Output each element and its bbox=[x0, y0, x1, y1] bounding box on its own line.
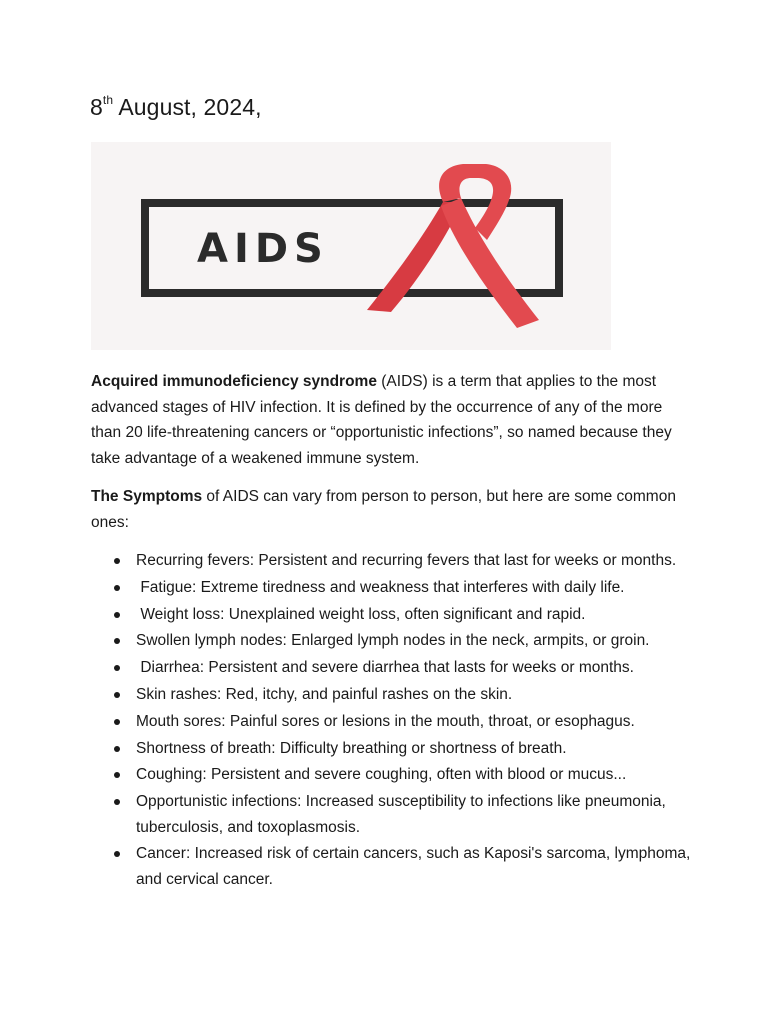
date-rest: August, 2024, bbox=[113, 94, 262, 120]
list-item: Cancer: Increased risk of certain cancers, such as Kaposi's sarcoma, lymphoma, and cervical cancer. bbox=[91, 841, 691, 892]
list-item: Recurring fevers: Persistent and recurring fevers that last for weeks or months. bbox=[91, 548, 691, 574]
aids-awareness-banner bbox=[91, 142, 611, 350]
bullet-icon bbox=[114, 851, 120, 857]
list-item: Coughing: Persistent and severe coughing, often with blood or mucus... bbox=[91, 762, 691, 788]
red-ribbon-icon bbox=[367, 164, 539, 328]
bullet-icon bbox=[114, 746, 120, 752]
symptoms-intro-text: of AIDS can vary from person to person, but here are some common ones: bbox=[91, 488, 676, 531]
list-item: Fatigue: Extreme tiredness and weakness that interferes with daily life. bbox=[91, 575, 691, 601]
bullet-icon bbox=[114, 558, 120, 564]
bullet-icon bbox=[114, 638, 120, 644]
symptoms-intro-paragraph bbox=[91, 484, 691, 535]
bullet-icon bbox=[114, 585, 120, 591]
list-item: Weight loss: Unexplained weight loss, often significant and rapid. bbox=[91, 602, 691, 628]
banner-word: AIDS bbox=[197, 226, 329, 272]
intro-bold-term: Acquired immunodeficiency syndrome bbox=[91, 373, 377, 390]
list-item: Skin rashes: Red, itchy, and painful rashes on the skin. bbox=[91, 682, 691, 708]
list-item: Opportunistic infections: Increased susceptibility to infections like pneumonia, tuberculosis, and toxoplasmosis. bbox=[91, 789, 691, 840]
bullet-icon bbox=[114, 692, 120, 698]
bullet-icon bbox=[114, 799, 120, 805]
intro-paragraph bbox=[91, 369, 691, 471]
symptoms-bold-term: The Symptoms bbox=[91, 488, 203, 505]
bullet-icon bbox=[114, 719, 120, 725]
bullet-icon bbox=[114, 665, 120, 671]
aids-banner-graphic bbox=[91, 142, 611, 350]
list-item: Diarrhea: Persistent and severe diarrhea that lasts for weeks or months. bbox=[91, 655, 691, 681]
document-date bbox=[90, 92, 262, 122]
bullet-icon bbox=[114, 772, 120, 778]
list-item: Swollen lymph nodes: Enlarged lymph nodes in the neck, armpits, or groin. bbox=[91, 628, 691, 654]
symptoms-list bbox=[91, 548, 695, 894]
list-item: Shortness of breath: Difficulty breathing or shortness of breath. bbox=[91, 736, 691, 762]
date-day: 8 bbox=[90, 94, 103, 120]
bullet-icon bbox=[114, 612, 120, 618]
list-item: Mouth sores: Painful sores or lesions in the mouth, throat, or esophagus. bbox=[91, 709, 691, 735]
intro-text: (AIDS) is a term that applies to the most advanced stages of HIV infection. It is defined by the occurrence of any of the more than 20 life-threatening cancers or “opportunistic infections”, so named because they take advantage of a weakened immune system. bbox=[91, 373, 672, 467]
date-suffix: th bbox=[102, 93, 114, 107]
